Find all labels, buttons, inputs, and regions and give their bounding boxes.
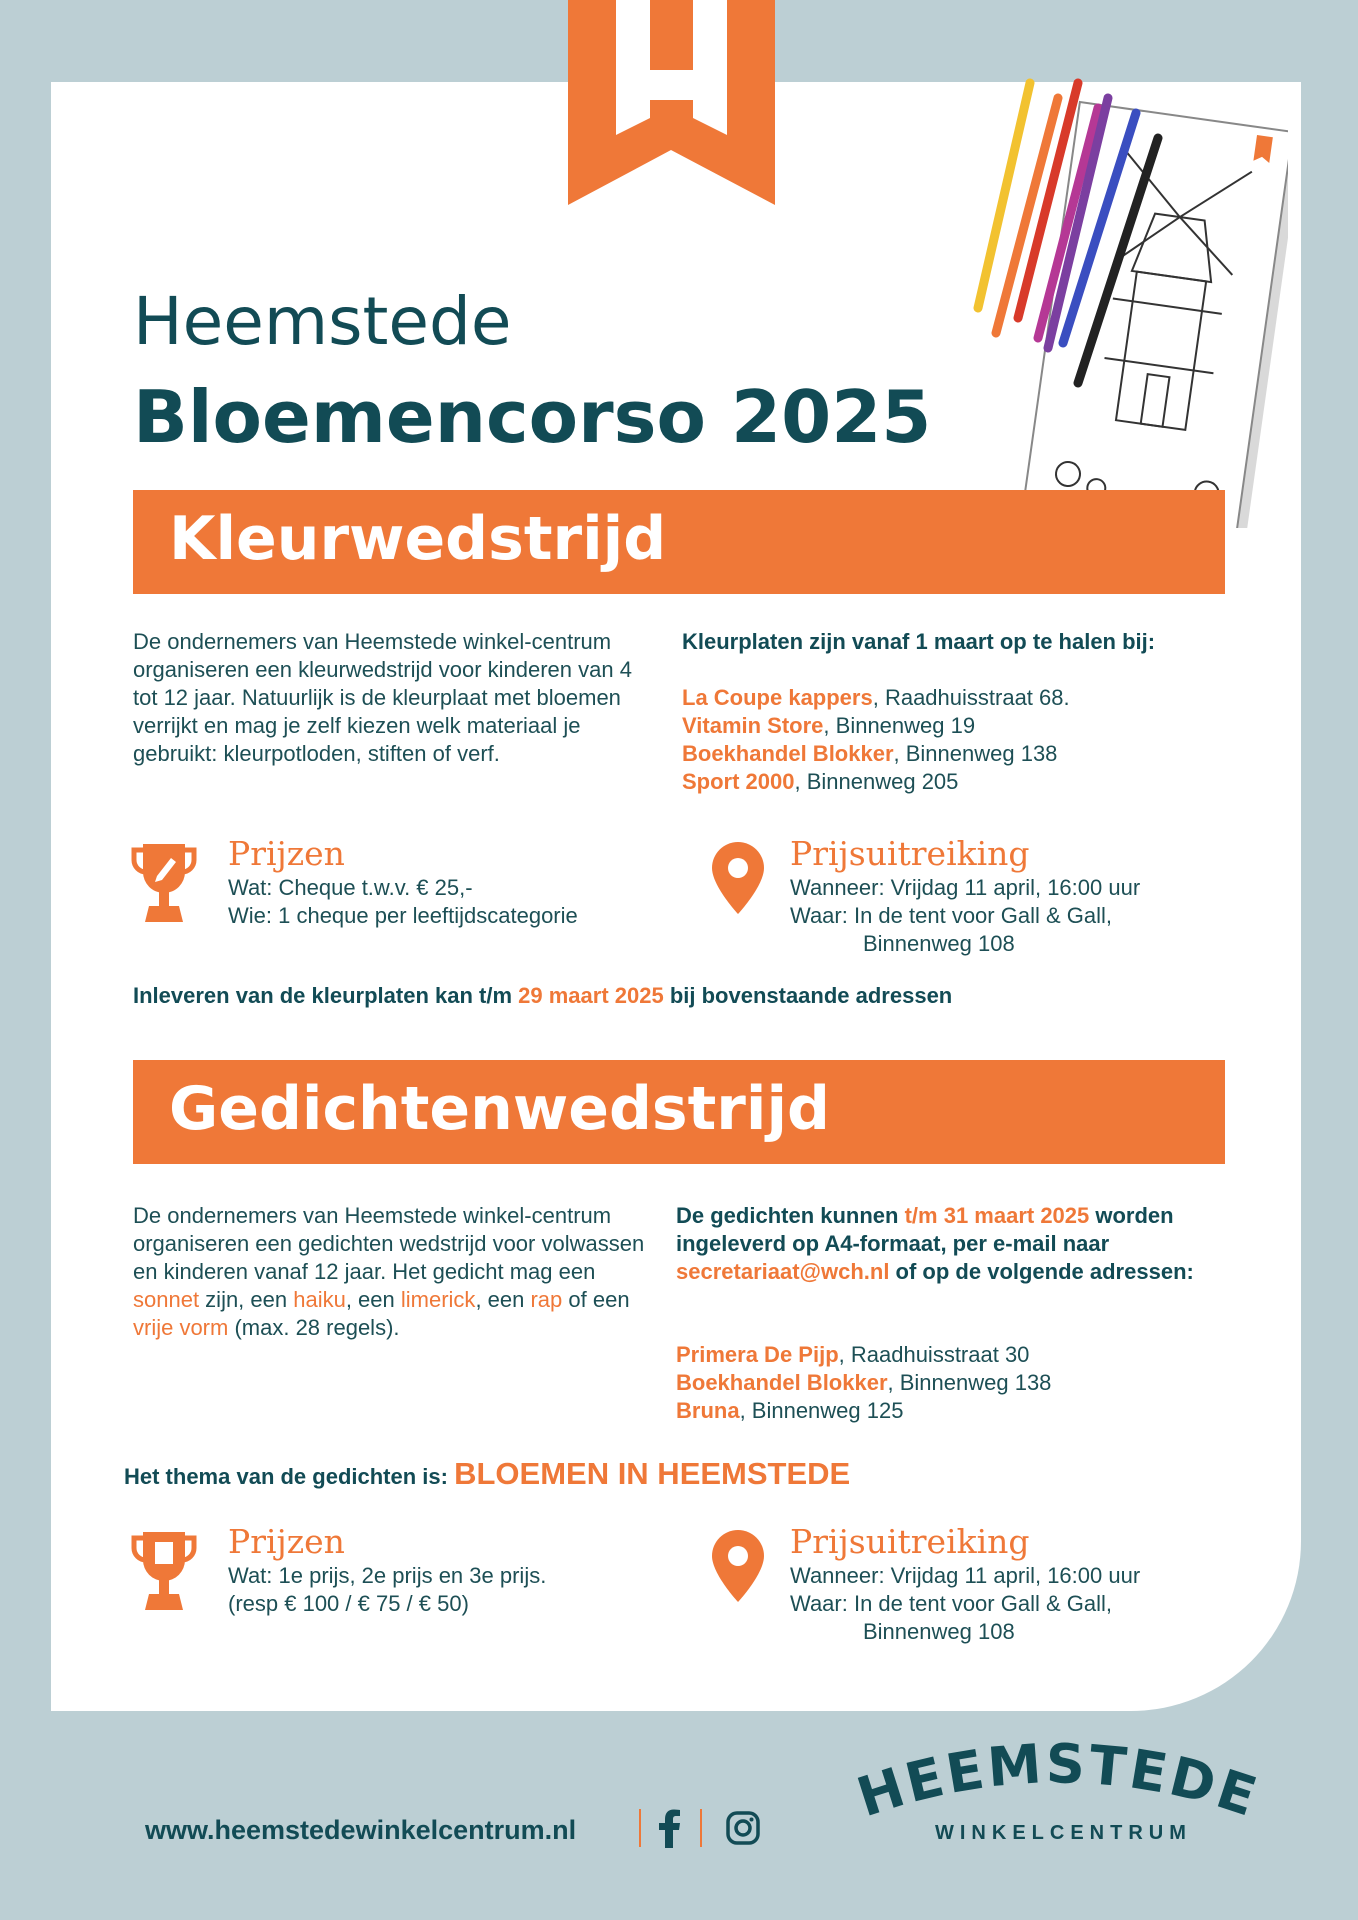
ceremony-title: Prijsuitreiking: [790, 834, 1030, 873]
location-item: Boekhandel Blokker, Binnenweg 138: [682, 741, 1058, 766]
facebook-icon[interactable]: [657, 1808, 683, 1848]
prizes-title: Prijzen: [228, 834, 345, 873]
section-title: Gedichtenwedstrijd: [169, 1074, 830, 1144]
ceremony-line: Waar: In de tent voor Gall & Gall,: [790, 1591, 1112, 1616]
gedicht-intro: De ondernemers van Heemstede winkel-centrum organiseren een gedichten wedstrijd voor volwassen en kinderen vanaf 12 jaar. Het gedicht mag een sonnet zijn, een haiku, een limerick, een rap of een vrije vorm (max. 28 regels).: [133, 1203, 645, 1340]
location-item: Boekhandel Blokker, Binnenweg 138: [676, 1370, 1052, 1395]
trophy-icon: [131, 1528, 197, 1612]
location-pin-icon: [710, 840, 766, 916]
logo-main-text: HEEMSTEDE: [849, 1740, 1267, 1830]
svg-text:HEEMSTEDE: [850, 1740, 1267, 1829]
deadline-text: Inleveren van de kleurplaten kan t/m 29 maart 2025 bij bovenstaande adressen: [133, 983, 953, 1008]
page-title-line1: Heemstede: [133, 283, 512, 360]
ceremony-line: Binnenweg 108: [863, 931, 1015, 956]
location-item: La Coupe kappers, Raadhuisstraat 68.: [682, 685, 1070, 710]
instagram-icon[interactable]: [725, 1810, 761, 1846]
pickup-locations: [682, 684, 1242, 796]
website-link[interactable]: www.heemstedewinkelcentrum.nl: [145, 1815, 577, 1845]
prizes-line: (resp € 100 / € 75 / € 50): [228, 1591, 469, 1616]
email-link[interactable]: secretariaat@wch.nl: [676, 1259, 890, 1284]
ceremony-title: Prijsuitreiking: [790, 1522, 1030, 1561]
ceremony-line: Waar: In de tent voor Gall & Gall,: [790, 903, 1112, 928]
prizes-title: Prijzen: [228, 1522, 345, 1561]
ceremony-line: Wanneer: Vrijdag 11 april, 16:00 uur: [790, 875, 1141, 900]
location-pin-icon: [710, 1528, 766, 1604]
kleur-intro: De ondernemers van Heemstede winkel-centrum organiseren een kleurwedstrijd voor kinderen van 4 tot 12 jaar. Natuurlijk is de kleurplaat met bloemen verrijkt en mag je zelf kiezen welk materiaal je gebruikt: kleurpotloden, stiften of verf.: [133, 629, 632, 766]
submit-info: De gedichten kunnen t/m 31 maart 2025 worden ingeleverd op A4-formaat, per e-mail naar secretariaat@wch.nl of op de volgende adressen:: [676, 1203, 1194, 1284]
prizes-line: Wat: 1e prijs, 2e prijs en 3e prijs.: [228, 1563, 547, 1588]
location-item: Primera De Pijp, Raadhuisstraat 30: [676, 1342, 1030, 1367]
theme-line: Het thema van de gedichten is: BLOEMEN IN HEEMSTEDE: [124, 1456, 851, 1491]
divider: [639, 1809, 641, 1847]
location-item: Sport 2000, Binnenweg 205: [682, 769, 959, 794]
ceremony-line: Wanneer: Vrijdag 11 april, 16:00 uur: [790, 1563, 1141, 1588]
pickup-heading: Kleurplaten zijn vanaf 1 maart op te halen bij:: [682, 629, 1156, 654]
theme-value: BLOEMEN IN HEEMSTEDE: [454, 1456, 851, 1491]
logo-sub-text: WINKELCENTRUM: [935, 1822, 1192, 1844]
coloring-page-illustration: [958, 68, 1288, 528]
location-item: Vitamin Store, Binnenweg 19: [682, 713, 976, 738]
prizes-line: Wie: 1 cheque per leeftijdscategorie: [228, 903, 578, 928]
trophy-icon: [131, 840, 197, 924]
section-title: Kleurwedstrijd: [169, 504, 667, 574]
section-bar-gedichtenwedstrijd: [133, 1060, 1225, 1164]
page-title-line2: Bloemencorso 2025: [133, 375, 932, 459]
submit-locations: [676, 1341, 1236, 1425]
ceremony-line: Binnenweg 108: [863, 1619, 1015, 1644]
prizes-line: Wat: Cheque t.w.v. € 25,-: [228, 875, 473, 900]
divider: [700, 1809, 702, 1847]
location-item: Bruna, Binnenweg 125: [676, 1398, 904, 1423]
ribbon-logo-icon: [568, 0, 775, 205]
section-bar-kleurwedstrijd: [133, 490, 1225, 594]
